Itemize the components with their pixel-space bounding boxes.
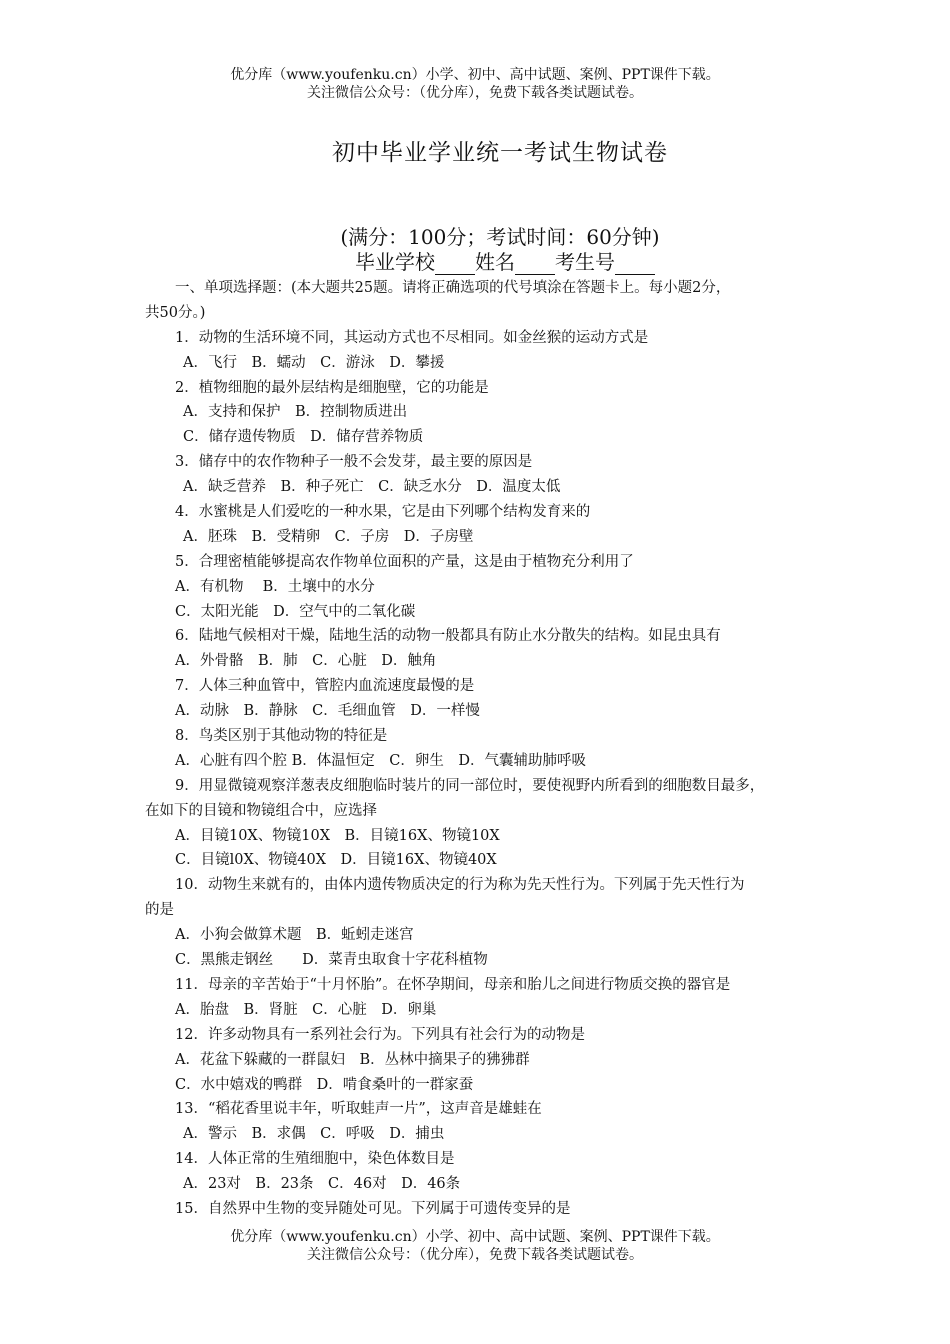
question-line: A．动脉 B．静脉 C．毛细血管 D．一样慢 xyxy=(175,703,480,720)
number-label: 考生号 xyxy=(555,250,615,274)
question-line: 11．母亲的辛苦始于“十月怀胎”。在怀孕期间，母亲和胎儿之间进行物质交换的器官是 xyxy=(175,976,731,993)
footer-line-1: 优分库（www.youfenku.cn）小学、初中、高中试题、案例、PPT课件下载。 xyxy=(230,1229,720,1245)
question-line: A．胎盘 B．肾脏 C．心脏 D．卵巢 xyxy=(175,1001,437,1018)
question-line: 2．植物细胞的最外层结构是细胞壁，它的功能是 xyxy=(175,379,489,396)
student-fields xyxy=(0,249,950,275)
question-line: C．黑熊走钢丝 D．菜青虫取食十字花科植物 xyxy=(175,952,488,969)
footer-line-2: 关注微信公众号：（优分库），免费下载各类试题试卷。 xyxy=(307,1247,643,1263)
school-blank xyxy=(435,254,475,275)
question-line: 9．用显微镜观察洋葱表皮细胞临时装片的同一部位时，要使视野内所看到的细胞数目最多， xyxy=(175,777,765,794)
header-line-2: 关注微信公众号：（优分库），免费下载各类试题试卷。 xyxy=(307,85,643,101)
question-line: 15．自然界中生物的变异随处可见。下列属于可遗传变异的是 xyxy=(175,1200,571,1217)
question-line: A．缺乏营养 B．种子死亡 C．缺乏水分 D．温度太低 xyxy=(183,479,561,496)
page-footer xyxy=(0,1228,950,1264)
question-line: 14．人体正常的生殖细胞中，染色体数目是 xyxy=(175,1151,455,1168)
question-line: 4．水蜜桃是人们爱吃的一种水果，它是由下列哪个结构发育来的 xyxy=(175,504,591,521)
question-line: 13．“稻花香里说丰年，听取蛙声一片”，这声音是雄蛙在 xyxy=(175,1101,542,1118)
question-line: A．飞行 B．蠕动 C．游泳 D．攀援 xyxy=(183,354,445,371)
question-line: 3．储存中的农作物种子一般不会发芽，最主要的原因是 xyxy=(175,454,533,471)
question-line: A．23对 B．23条 C．46对 D．46条 xyxy=(183,1176,461,1193)
question-line: C．水中嬉戏的鸭群 D．啃食桑叶的一群家蚕 xyxy=(175,1076,474,1093)
question-line: C．太阳光能 D．空气中的二氧化碳 xyxy=(175,603,416,620)
exam-info: (满分：100分；考试时间：60分钟) xyxy=(340,225,660,249)
question-line: 12．许多动物具有一系列社会行为。下列具有社会行为的动物是 xyxy=(175,1026,585,1043)
header-line-1: 优分库（www.youfenku.cn）小学、初中、高中试题、案例、PPT课件下载。 xyxy=(230,67,720,83)
question-body xyxy=(145,276,815,1222)
section-intro-line-2: 共50分。) xyxy=(145,304,206,321)
question-line: 1．动物的生活环境不同，其运动方式也不尽相同。如金丝猴的运动方式是 xyxy=(175,329,649,346)
name-label: 姓名 xyxy=(475,250,515,274)
question-line: A．花盆下躲藏的一群鼠妇 B．丛林中摘果子的狒狒群 xyxy=(175,1051,530,1068)
question-line: A．目镜10X、物镜10X B．目镜16X、物镜10X xyxy=(175,827,500,844)
question-line: 在如下的目镜和物镜组合中，应选择 xyxy=(145,802,377,819)
page-header xyxy=(0,66,950,102)
question-line: A．心脏有四个腔 B．体温恒定 C．卵生 D．气囊辅助肺呼吸 xyxy=(175,752,586,769)
question-line: A．小狗会做算术题 B．蚯蚓走迷宫 xyxy=(175,927,414,944)
question-line: 的是 xyxy=(145,902,174,919)
number-blank xyxy=(615,254,655,275)
question-line: A．警示 B．求偶 C．呼吸 D．捕虫 xyxy=(183,1126,445,1143)
question-line: A．外骨骼 B．肺 C．心脏 D．触角 xyxy=(175,653,437,670)
question-line: 10．动物生来就有的，由体内遗传物质决定的行为称为先天性行为。下列属于先天性行为 xyxy=(175,877,745,894)
school-label: 毕业学校 xyxy=(355,250,435,274)
question-line: A．支持和保护 B．控制物质进出 xyxy=(183,404,408,421)
question-line: 5．合理密植能够提高农作物单位面积的产量，这是由于植物充分利用了 xyxy=(175,553,634,570)
question-line: 6．陆地气候相对干燥，陆地生活的动物一般都具有防止水分散失的结构。如昆虫具有 xyxy=(175,628,721,645)
question-line: C．储存遗传物质 D．储存营养物质 xyxy=(183,429,424,446)
exam-title: 初中毕业学业统一考试生物试卷 xyxy=(332,140,668,166)
question-line: A．有机物 B．土壤中的水分 xyxy=(175,578,375,595)
name-blank xyxy=(515,254,555,275)
question-line: C．目镜l0X、物镜40X D．目镜16X、物镜40X xyxy=(175,852,497,869)
question-line: 8．鸟类区别于其他动物的特征是 xyxy=(175,728,388,745)
section-intro-line-1: 一、单项选择题：(本大题共25题。请将正确选项的代号填涂在答题卡上。每小题2分， xyxy=(175,280,731,296)
question-line: 7．人体三种血管中，管腔内血流速度最慢的是 xyxy=(175,678,475,695)
question-line: A．胚珠 B．受精卵 C．子房 D．子房壁 xyxy=(183,528,474,545)
